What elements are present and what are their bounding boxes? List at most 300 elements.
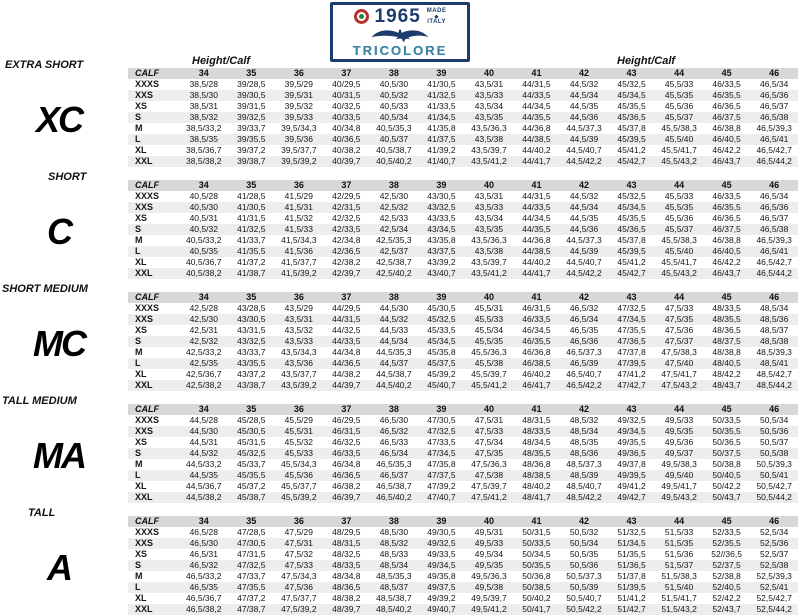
height-calf-value: 45/32,5 xyxy=(427,314,456,324)
height-calf-value: 38,5/33,2 xyxy=(186,123,222,133)
height-calf-value: 44,5/34 xyxy=(569,202,599,212)
height-calf-value: 41,5/31 xyxy=(284,202,314,212)
size-label: XL xyxy=(135,593,147,603)
size-label: XXXS xyxy=(135,191,160,201)
size-row-xxs xyxy=(128,314,798,325)
section-title: EXTRA SHORT xyxy=(5,59,84,71)
calf-size-header: 39 xyxy=(436,292,447,302)
calf-size-header: 43 xyxy=(626,68,637,78)
height-calf-value: 51/42,7 xyxy=(617,604,646,614)
height-calf-value: 46,5/37 xyxy=(379,470,409,480)
height-calf-value: 48/33,5 xyxy=(332,560,361,570)
height-calf-value: 47,5/38 xyxy=(474,470,504,480)
height-calf-value: 46,5/36,7 xyxy=(186,593,222,603)
height-calf-value: 48/31,5 xyxy=(332,538,361,548)
height-calf-value: 45,5/38,3 xyxy=(661,123,697,133)
size-row-xxs xyxy=(128,202,798,213)
calf-label: CALF xyxy=(135,292,159,302)
brand-logo xyxy=(330,2,470,62)
height-calf-value: 40,5/30 xyxy=(189,202,218,212)
height-calf-value: 43,5/41,2 xyxy=(471,156,507,166)
height-calf-value: 43,5/35 xyxy=(474,112,504,122)
height-calf-value: 45/33,7 xyxy=(237,459,266,469)
height-calf-value: 45/39,5 xyxy=(617,246,646,256)
height-calf-value: 44,5/35 xyxy=(569,101,599,111)
height-calf-value: 39,5/36 xyxy=(284,134,314,144)
height-calf-value: 43,5/31 xyxy=(474,191,504,201)
size-label: M xyxy=(135,123,143,133)
height-calf-value: 41/39,2 xyxy=(427,145,456,155)
height-calf-value: 42,5/40,2 xyxy=(376,268,412,278)
height-calf-value: 47/35,8 xyxy=(427,459,456,469)
height-calf-value: 47,5/41,7 xyxy=(661,369,697,379)
height-calf-value: 44,5/33,2 xyxy=(186,459,222,469)
height-calf-value: 50,5/44,2 xyxy=(756,492,792,502)
height-calf-value: 46/36,5 xyxy=(332,470,361,480)
height-calf-value: 40,5/35,3 xyxy=(376,123,412,133)
height-calf-value: 46,5/38 xyxy=(760,224,789,234)
height-calf-value: 48,5/32 xyxy=(569,415,599,425)
logo-top-row xyxy=(354,7,447,26)
calf-size-header: 41 xyxy=(531,292,542,302)
section-header-row xyxy=(0,167,800,183)
size-label: XS xyxy=(135,437,148,447)
height-calf-value: 39/31,5 xyxy=(237,101,266,111)
height-calf-value: 49,5/34 xyxy=(474,549,504,559)
height-calf-value: 50/42,2 xyxy=(712,481,741,491)
height-calf-value: 49,5/35 xyxy=(474,560,504,570)
calf-size-header: 39 xyxy=(436,516,447,526)
height-calf-value: 46/38,8 xyxy=(712,235,741,245)
height-calf-value: 51,5/37 xyxy=(664,560,694,570)
size-label: XXL xyxy=(135,380,153,390)
height-calf-value: 49,5/36,3 xyxy=(471,571,507,581)
height-calf-value: 47,5/34,3 xyxy=(281,571,317,581)
size-label: XS xyxy=(135,213,148,223)
height-calf-value: 52,5/41 xyxy=(760,582,789,592)
height-calf-value: 47,5/39,7 xyxy=(471,481,507,491)
height-calf-value: 45,5/38,3 xyxy=(661,235,697,245)
height-calf-value: 40/33,5 xyxy=(332,112,361,122)
height-calf-value: 42/38,2 xyxy=(332,257,361,267)
height-calf-value: 45,5/36,3 xyxy=(471,347,507,357)
calf-size-header: 39 xyxy=(436,180,447,190)
height-calf-value: 47/32,5 xyxy=(617,303,646,313)
height-calf-value: 47/34,5 xyxy=(427,448,456,458)
size-label: L xyxy=(135,470,141,480)
height-calf-value: 47,5/38,3 xyxy=(661,347,697,357)
height-calf-value: 45/35,5 xyxy=(617,213,646,223)
height-calf-value: 50,5/39,3 xyxy=(756,459,792,469)
section-tall xyxy=(0,503,800,615)
height-calf-value: 46/40,5 xyxy=(712,134,741,144)
height-calf-value: 44/35,5 xyxy=(522,112,551,122)
calf-size-header: 36 xyxy=(293,516,304,526)
height-calf-value: 48/39,7 xyxy=(332,604,361,614)
size-label: XXS xyxy=(135,538,154,548)
height-calf-value: 39,5/32 xyxy=(284,101,314,111)
size-row-s xyxy=(128,224,798,235)
height-calf-value: 49,5/41,7 xyxy=(661,481,697,491)
height-calf-value: 45/30,5 xyxy=(427,303,456,313)
height-calf-value: 43,5/34,3 xyxy=(281,347,317,357)
height-calf-value: 43,5/31 xyxy=(284,314,314,324)
height-calf-value: 46,5/39,3 xyxy=(756,235,792,245)
height-calf-value: 47/35,5 xyxy=(237,582,266,592)
height-calf-value: 46,5/31 xyxy=(189,549,218,559)
height-calf-value: 46,5/35 xyxy=(189,582,218,592)
height-calf-value: 49/42,7 xyxy=(617,492,646,502)
calf-size-header: 40 xyxy=(483,292,494,302)
height-calf-value: 47,5/33 xyxy=(474,426,504,436)
height-calf-value: 39/30,5 xyxy=(237,90,266,100)
height-calf-value: 44/41,7 xyxy=(522,268,551,278)
height-calf-value: 44,5/33 xyxy=(379,325,409,335)
size-row-l xyxy=(128,358,798,369)
height-calf-value: 47/32,5 xyxy=(427,426,456,436)
size-row-xxxs xyxy=(128,79,798,90)
height-calf-value: 46/29,5 xyxy=(332,415,361,425)
height-calf-value: 45,5/40 xyxy=(664,134,694,144)
height-calf-value: 45/36,5 xyxy=(617,112,646,122)
height-calf-value: 45/38,7 xyxy=(237,492,266,502)
height-calf-value: 39,5/34,3 xyxy=(281,123,317,133)
height-calf-value: 40/29,5 xyxy=(332,79,361,89)
height-calf-value: 40,5/28 xyxy=(189,191,218,201)
height-calf-value: 48/29,5 xyxy=(332,527,361,537)
calf-size-header: 39 xyxy=(436,68,447,78)
height-calf-value: 47/31,5 xyxy=(237,549,266,559)
height-calf-value: 41/32,5 xyxy=(427,90,456,100)
height-calf-value: 45/40,7 xyxy=(427,380,456,390)
height-calf-value: 45,5/34 xyxy=(474,325,504,335)
section-code: MC xyxy=(33,323,85,364)
height-calf-value: 44/33,5 xyxy=(522,202,551,212)
height-calf-value: 47/40,7 xyxy=(427,492,456,502)
height-calf-value: 49,5/36 xyxy=(664,437,694,447)
height-calf-value: 46/35,5 xyxy=(712,90,741,100)
height-calf-value: 46/37,5 xyxy=(712,224,741,234)
height-calf-value: 52/33,5 xyxy=(712,527,741,537)
height-calf-value: 44,5/35,3 xyxy=(376,347,412,357)
section-code: MA xyxy=(33,435,85,476)
height-calf-value: 44,5/32 xyxy=(379,314,409,324)
height-calf-value: 44,5/40,2 xyxy=(376,380,412,390)
height-calf-value: 42,5/32 xyxy=(189,336,218,346)
height-calf-value: 45/41,2 xyxy=(617,145,646,155)
calf-size-header: 40 xyxy=(483,68,494,78)
size-row-s xyxy=(128,560,798,571)
height-calf-value: 50,5/37 xyxy=(760,437,789,447)
size-row-xs xyxy=(128,325,798,336)
calf-size-header: 40 xyxy=(483,180,494,190)
calf-label: CALF xyxy=(135,68,159,78)
height-calf-value: 47,5/36 xyxy=(284,582,314,592)
height-calf-value: 42,5/34 xyxy=(379,224,409,234)
height-calf-value: 47,5/36,3 xyxy=(471,459,507,469)
height-calf-value: 48/35,5 xyxy=(522,448,551,458)
height-calf-value: 44,5/31 xyxy=(189,437,218,447)
section-tall-medium xyxy=(0,391,800,503)
size-row-xxxs xyxy=(128,527,798,538)
height-calf-value: 39,5/39,2 xyxy=(281,156,317,166)
height-calf-value: 46,5/33,2 xyxy=(186,571,222,581)
size-row-l xyxy=(128,470,798,481)
height-calf-value: 44/39,7 xyxy=(332,380,361,390)
height-calf-value: 47/38,7 xyxy=(237,604,266,614)
height-calf-value: 46/34,8 xyxy=(332,459,361,469)
calf-size-header: 37 xyxy=(341,180,352,190)
height-calf-value: 44,5/34 xyxy=(379,336,409,346)
height-calf-value: 38,5/38,2 xyxy=(186,156,222,166)
height-calf-value: 47,5/32 xyxy=(284,549,314,559)
height-calf-value: 39/38,7 xyxy=(237,156,266,166)
height-calf-value: 46,5/36 xyxy=(760,90,789,100)
size-row-m xyxy=(128,123,798,134)
height-calf-value: 50/33,5 xyxy=(712,415,741,425)
height-calf-value: 45/28,5 xyxy=(237,415,266,425)
height-calf-value: 43/37,5 xyxy=(427,246,456,256)
size-row-xxs xyxy=(128,426,798,437)
calf-size-header: 41 xyxy=(531,404,542,414)
height-calf-value: 47,5/31 xyxy=(474,415,504,425)
size-label: XXL xyxy=(135,604,153,614)
brand-name: TRICOLORE xyxy=(352,43,448,58)
height-calf-value: 47,5/35 xyxy=(474,448,504,458)
calf-size-header: 46 xyxy=(769,516,780,526)
height-calf-value: 45,5/37 xyxy=(664,224,694,234)
made-in-italy-label xyxy=(427,8,447,26)
size-label: L xyxy=(135,246,141,256)
size-row-xl xyxy=(128,145,798,156)
calf-size-header: 38 xyxy=(388,68,399,78)
height-calf-value: 49/41,2 xyxy=(617,481,646,491)
calf-size-header: 35 xyxy=(246,516,257,526)
height-calf-value: 44,5/40,7 xyxy=(566,257,602,267)
height-calf-value: 40/34,8 xyxy=(332,123,361,133)
height-calf-value: 52,5/39,3 xyxy=(756,571,792,581)
height-calf-value: 50,5/40,7 xyxy=(566,593,602,603)
height-calf-value: 46/40,2 xyxy=(522,369,551,379)
height-calf-value: 38,5/30 xyxy=(189,90,218,100)
height-calf-value: 44,5/39 xyxy=(569,134,599,144)
height-calf-value: 42/29,5 xyxy=(332,191,361,201)
size-table-tall-medium xyxy=(128,404,798,503)
height-calf-value: 43,5/29 xyxy=(284,303,314,313)
height-calf-value: 52,5/36 xyxy=(760,538,789,548)
height-calf-value: 51,5/35 xyxy=(664,538,694,548)
height-calf-value: 45/42,7 xyxy=(617,156,646,166)
height-calf-value: 46/41,7 xyxy=(522,380,551,390)
height-calf-value: 51,5/41,7 xyxy=(661,593,697,603)
height-calf-value: 48/40,2 xyxy=(522,481,551,491)
height-calf-value: 51,5/43,2 xyxy=(661,604,697,614)
height-calf-value: 46,5/30 xyxy=(189,538,218,548)
height-calf-value: 44,5/30 xyxy=(189,426,218,436)
height-calf-value: 46/33,5 xyxy=(712,191,741,201)
height-calf-value: 44/35,5 xyxy=(522,224,551,234)
height-calf-value: 43,5/38 xyxy=(474,246,504,256)
height-calf-value: 47,5/37 xyxy=(664,336,694,346)
height-calf-value: 48/42,2 xyxy=(712,369,741,379)
size-row-s xyxy=(128,112,798,123)
height-calf-value: 46/38,8 xyxy=(712,123,741,133)
height-calf-value: 46/33,5 xyxy=(332,448,361,458)
height-calf-value: 41,5/34,3 xyxy=(281,235,317,245)
height-calf-value: 51/41,2 xyxy=(617,593,646,603)
height-calf-value: 46/38,2 xyxy=(332,481,361,491)
size-row-xxl xyxy=(128,268,798,279)
height-calf-value: 42,5/33,2 xyxy=(186,347,222,357)
height-calf-value: 48,5/38,7 xyxy=(376,593,412,603)
height-calf-value: 48/36,5 xyxy=(712,325,741,335)
height-calf-value: 48/36,5 xyxy=(332,582,361,592)
height-calf-value: 45,5/33 xyxy=(284,448,314,458)
height-calf-value: 49/30,5 xyxy=(427,527,456,537)
height-calf-value: 52,5/38 xyxy=(760,560,789,570)
height-calf-value: 49,5/38 xyxy=(474,582,504,592)
height-calf-value: 46,5/38 xyxy=(760,112,789,122)
height-calf-value: 43/35,8 xyxy=(427,235,456,245)
height-calf-value: 47/33,7 xyxy=(237,571,266,581)
height-calf-value: 45/34,5 xyxy=(617,90,646,100)
height-calf-value: 46/33,5 xyxy=(712,79,741,89)
height-calf-value: 44/36,8 xyxy=(522,123,551,133)
size-label: XL xyxy=(135,257,147,267)
height-calf-value: 42/31,5 xyxy=(332,202,361,212)
height-calf-value: 47/33,5 xyxy=(427,437,456,447)
height-calf-value: 43,5/33 xyxy=(284,336,314,346)
size-label: XXL xyxy=(135,492,153,502)
height-calf-value: 50/36,8 xyxy=(522,571,551,581)
height-calf-value: 43/28,5 xyxy=(237,303,266,313)
size-label: L xyxy=(135,134,141,144)
height-calf-value: 48,5/30 xyxy=(379,527,409,537)
height-calf-value: 47/30,5 xyxy=(237,538,266,548)
calf-header-row xyxy=(128,292,798,303)
size-label: L xyxy=(135,358,141,368)
height-calf-value: 44,5/35 xyxy=(569,213,599,223)
height-calf-value: 46,5/35 xyxy=(569,325,599,335)
height-calf-value: 48/37,5 xyxy=(712,336,741,346)
size-label: S xyxy=(135,560,142,570)
height-calf-value: 49/39,2 xyxy=(427,593,456,603)
height-calf-value: 45,5/43,2 xyxy=(661,156,697,166)
height-calf-value: 45,5/33 xyxy=(664,191,694,201)
size-label: M xyxy=(135,571,143,581)
height-calf-value: 41,5/36 xyxy=(284,246,314,256)
height-calf-value: 40,5/30 xyxy=(379,79,409,89)
height-calf-value: 47,5/40 xyxy=(664,358,694,368)
height-calf-value: 42,5/35 xyxy=(189,358,218,368)
height-calf-value: 46,5/28 xyxy=(189,527,218,537)
calf-header-row xyxy=(128,68,798,79)
section-header-row xyxy=(0,279,800,295)
calf-size-header: 45 xyxy=(721,68,732,78)
size-table-short-medium xyxy=(128,292,798,391)
calf-size-header: 42 xyxy=(579,68,590,78)
section-code: XC xyxy=(35,99,82,140)
height-calf-value: 47/37,5 xyxy=(427,470,456,480)
height-calf-value: 50,5/42,7 xyxy=(756,481,792,491)
height-calf-value: 48,5/34 xyxy=(379,560,409,570)
height-calf-value: 50/38,5 xyxy=(522,582,551,592)
height-calf-value: 44,5/36,7 xyxy=(186,481,222,491)
height-calf-value: 40,5/36,7 xyxy=(186,257,222,267)
size-label: M xyxy=(135,459,143,469)
height-calf-value: 45/30,5 xyxy=(237,426,266,436)
height-calf-value: 48/36,8 xyxy=(522,459,551,469)
height-calf-value: 49/32,5 xyxy=(617,415,646,425)
size-row-m xyxy=(128,347,798,358)
height-calf-value: 44,5/32 xyxy=(189,448,218,458)
height-calf-value: 50,5/32 xyxy=(569,527,599,537)
section-code: A xyxy=(47,547,71,588)
height-calf-value: 46/33,5 xyxy=(522,314,551,324)
height-calf-value: 47,5/29 xyxy=(284,527,314,537)
size-row-s xyxy=(128,448,798,459)
height-calf-value: 48,5/34 xyxy=(569,426,599,436)
height-calf-value: 47/39,2 xyxy=(427,481,456,491)
size-label: S xyxy=(135,112,142,122)
height-calf-value: 45,5/33 xyxy=(474,314,504,324)
calf-size-header: 42 xyxy=(579,404,590,414)
height-calf-value: 43/38,7 xyxy=(237,380,266,390)
size-label: S xyxy=(135,224,142,234)
height-calf-value: 46/36,5 xyxy=(712,101,741,111)
height-calf-value: 49/40,7 xyxy=(427,604,456,614)
height-calf-value: 45,5/31 xyxy=(474,303,504,313)
height-calf-value: 50/31,5 xyxy=(522,527,551,537)
size-table-extra-short xyxy=(128,68,798,167)
height-calf-value: 46,5/35,3 xyxy=(376,459,412,469)
height-calf-value: 49,5/33 xyxy=(474,538,504,548)
height-calf-value: 47/34,5 xyxy=(617,314,646,324)
size-row-xxl xyxy=(128,492,798,503)
height-calf-value: 46,5/37 xyxy=(760,213,789,223)
height-calf-value: 46,5/36 xyxy=(760,202,789,212)
size-row-l xyxy=(128,246,798,257)
diamond-icon: ◆ xyxy=(434,13,439,20)
height-calf-value: 48,5/33 xyxy=(379,549,409,559)
height-calf-value: 40,5/38,2 xyxy=(186,268,222,278)
height-calf-value: 45/37,5 xyxy=(427,358,456,368)
height-calf-value: 44,5/38,7 xyxy=(376,369,412,379)
height-calf-value: 50,5/34 xyxy=(569,538,599,548)
height-calf-value: 43,5/36,3 xyxy=(471,123,507,133)
calf-size-header: 42 xyxy=(579,516,590,526)
size-label: XXS xyxy=(135,202,154,212)
logo-year: 1965 xyxy=(374,6,421,27)
height-calf-value: 52,5/37 xyxy=(760,549,789,559)
height-calf-value: 46,5/44,2 xyxy=(756,268,792,278)
height-calf-value: 50,5/35 xyxy=(569,549,599,559)
height-calf-value: 40,5/32 xyxy=(379,90,409,100)
height-calf-value: 48,5/37 xyxy=(379,582,409,592)
height-calf-value: 48/34,5 xyxy=(522,437,551,447)
height-calf-value: 44,5/40,7 xyxy=(566,145,602,155)
height-calf-value: 45/33,5 xyxy=(427,325,456,335)
size-label: XXL xyxy=(135,156,153,166)
height-calf-value: 45,5/37 xyxy=(664,112,694,122)
height-calf-value: 38,5/36,7 xyxy=(186,145,222,155)
calf-size-header: 43 xyxy=(626,292,637,302)
height-calf-value: 42,5/30 xyxy=(379,191,409,201)
height-calf-value: 47/41,2 xyxy=(617,369,646,379)
height-calf-value: 43,5/39,2 xyxy=(281,380,317,390)
calf-size-header: 44 xyxy=(674,404,685,414)
height-calf-value: 41/35,5 xyxy=(237,246,266,256)
